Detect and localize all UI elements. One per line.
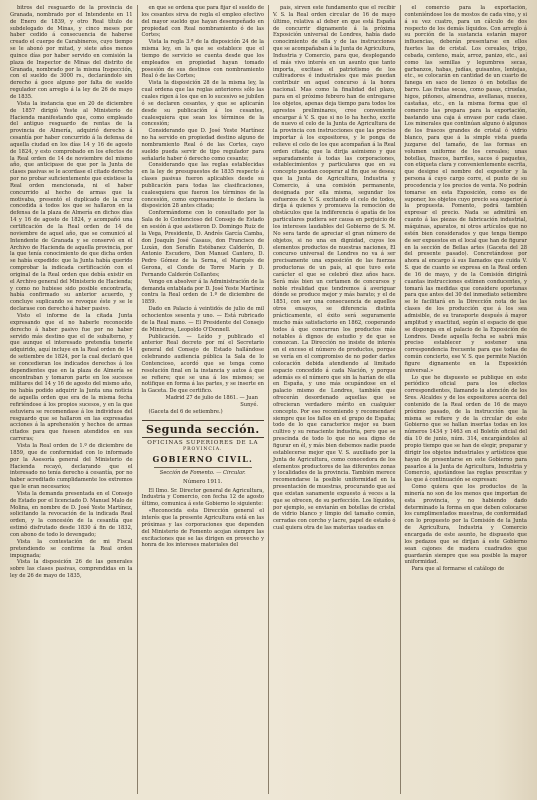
paragraph: Publicación. — Leído y publicado el anterior Real decreto por mí el Secretario general del Consejo de Estado hallándose celebrando audiencia pública la Sala de lo Contencioso, acordó que se tenga como resolución final en la instancia y autos á que se refiere; que se una á los mismos; se notifique en forma á las partes, y se inserte en la Gaceta. De que certifico. xyxy=(141,333,264,395)
paragraph: en que se ordena que para fijar el sueldo de los cesantes sirva de regla el empleo efectivo del mayor sueldo que hayan desempeñado en propiedad con Real nombramiento ó de las Cortes; xyxy=(141,5,264,39)
paragraph: bitros del resguardo de la provincia de Granada, nombrado por el Intendente en 11 de Enero de 1839, y otro Real título de subdelegado de Minas, y cinco meses por haber cedido á consecuencia de haberse creado el cuerpo de Carabineros, cuyo tiempo se le abonó por mitad, y siete años menos quince días por haber servido en comisión la plaza de Inspector de Minas del distrito de Granada, nombrado por la misma Inspección, con el sueldo de 3000 rs., declarándolo sin derecho á goce alguno por falta de sueldo regulador con arreglo á la ley de 26 de mayo de 1835. xyxy=(10,5,133,100)
section-subtitle: Sección de Fomento. — Circular. xyxy=(159,469,246,476)
column-2 xyxy=(137,5,269,794)
paragraph: Vengo en absolver á la Administración de la demanda entablada por D. José Yeste Martínez contra la Real orden de 1.º de diciembre de 1859. xyxy=(141,278,264,306)
text-columns xyxy=(6,5,531,794)
paragraph: el comercio para la exportación, conteniéndose los de mostos de cada vino, y si á su vez cuatro, para un cálculo de dos respecto de los demás líquidos. Con arreglo á su porción de la sustancia estarán mayor influencias, deberán presentarse en ellos fuertes las de cristal. Los cereales, trigo, cebada, centeno, maíz, arroz, panizo, etc., así como las semillas y legumbres secas, garbanzos, habas, judías, guisantes, lentejas, etc., se colocarán en cantidad de un cuarto de fanega en saco de lienzo ó en botellas de barro. Las frutas secas, como pasas, ciruelas, higos, piñones, almendras, avellanas, nueces, castañas, etc., en la misma forma que el comercio las prepara para la exportación, bastando una caja á envase por cada clase. Los minerales que continúan alguno ó algunos de los frascos grandes de cristal ó vidrio blanco, para que á la simple vista pueda juzgarse del tamaño, de las formas en volumen uniforme de los cereales; unas botellas, frascos, barriles, sacos ó paquetes, con etiqueta clara y convenientemente escrita, que designe el nombre del expositor y la persona á cuyo cargo corre, el punto de su procedencia y los precios de venta. No podrán tomarse en esta Exposición, como es de suponer, los objetos cuyo precio sea superior á la propuesta. Fomento, podrá también expresar el precio. Nada se admitirá en cuanto á las piezas de fabricación industrial, máquinas, aparatos, ni otros artículos que no estén bien considerados y que tenga tiempo de ser expuestos en el local que han de figurar en la sección de Bellas artes (Gaceta del 28 del presente pasado). Concretándose por ahora al encargo á sus llamados que cuida V. S. que de cuanto se expresa en la Real orden de 16 de mayo, y de la Comisión dirigirá cuantas instrucciones estimen conducentes, y tomará las medidas que considere oportunas para que antes del 30 del inmediato setiembre se le facilitará en la Dirección nota de las clases de los producción que á los sea admisible, de su transporte después á mayor amplitud y exactitud, según el espacio de que se disponga en el palacio de la Exposición de Londres. Desde aquella fecha se sabrá más preciso establecer y sostener una correspondencia frecuente para que todas de común concierto, ese V. S. que permite Nación figure dignamente en la Exposición universal.» xyxy=(404,5,527,374)
date-signature: Madrid 27 de julio de 1861. — Juan Sunyé. xyxy=(165,395,258,408)
paragraph: El Ilmo. Sr. Director general de Agricultura, Industria y Comercio, con fecha 12 de agosto último, comunica á este Gobierno lo siguiente: xyxy=(141,487,264,508)
government-heading: GOBIERNO CIVIL. xyxy=(152,453,254,464)
paragraph: Lo que he dispuesto se publique en este periódico oficial para los efectos correspondientes, llamando la atención de los Sres. Alcaldes y de los expositores acerca del contenido de la Real orden de 16 de mayo próximo pasado, de la instrucción que la misma se refiere y de la circular de este Gobierno que se hallan insertas todas en los números 1434 y 1463 en el Boletín oficial del día 10 de junio, núm. 314, encargándoles al propio tiempo que se han de elegir, preparar y dirigir los objetos industriales y artísticos que hayan de presentarse en este Gobierno para pasarlos á la Junta de Agricultura, Industria y Comercio, ajustándose las reglas prescritas y las que á continuación se expresan: xyxy=(404,374,527,484)
paragraph: Considerando que las reglas establecidas en la ley de presupuestos de 1835 respecto á clases pasivas fueron aplicables desde su publicación para todas las clasificaciones, cualesquiera que fueron los términos de la concesión, como expresamente lo declara la disposición 28 antes citada; xyxy=(141,162,264,210)
paragraph: Para que al formarse el catálogo de xyxy=(411,566,505,573)
paragraph: Vista la disposición 28 de la misma ley, la cual ordena que las reglas anteriores sólo las cuales rigen á los que en lo sucesivo se jubilen ó se declaren cesantes, y que se aplicarán desde su publicación á los cesantes, cualesquiera que sean los términos de la concesión; xyxy=(141,80,264,128)
column-3 xyxy=(268,5,400,794)
circular-number: Número 1911. xyxy=(183,478,223,485)
paragraph: Conformándome con lo consultado por la Sala de lo Contencioso del Consejo de Estado en sesión á que asistieron D. Domingo Ruiz de la Vega, Presidente, D. Andrés García Camba, don Joaquín José Casaus, don Francisco de Luxán, don Serafín Estébanez Calderón, D. Antonio Escudero, Don Manuel Cantero, D. Pedro Gómez de la Serna, el Marqués de Gerona, el Conde de Torre Marín y D. Fernando Calderón Collantes; xyxy=(141,210,264,278)
paragraph: Vista la contestación de mi Fiscal pretendiendo se confirme la Real orden impugnada; xyxy=(10,538,133,559)
paragraph: Vista la Real orden de 1.º de diciembre de 1859, que de conformidad con lo informado por la Asesoría general del Ministerio de Hacienda recayó, declarando que el interesado no tenía derecho á cesantía, por no haber acreditado cumplidamente los extremos que le eran necesarios; xyxy=(10,443,133,491)
paragraph: país, sirven este fundamento que el recibir V. S. la Real orden circular de 16 de mayo último, relativa al deber en que está España de concurrir dignamente á la próxima Exposición universal de Londres, había dado conocimiento de ella y de las instrucciones que se acompañaban á la Junta de Agricultura, Industria y Comercio, para que, desplegando el más vivo interés en un asunto que tanto importa, excitase el patriotismo de los cultivadores é industriales que más puedan contribuir en aquel concurso á la honra nacional. Mas como la finalidad del plazo, para en el próximo febrero han de entregarse los objetos, apenas deja tiempo para todos los aprestos preliminares, cree conveniente encargar á V. S. que si no lo ha hecho, excite de nuevo el celo de la Junta de Agricultura de la provincia con instrucciones que las preciso importar á los expositores, y le ponga de relieve el celo de los que acompañan á la Real orden citada; que la dirija asimismo y que separadamente á todas las corporaciones, establecimientos y particulares que en su concepto puedan cooperar al fin que se desea; que la Junta de Agricultura, Industria y Comercio, á una comisión permanente, designada por ella misma, segundar los esfuerzos de V. S. excitando el celo de todos, dirija á quienes y promueva la remoción de obstáculos que la indiferencia ó apatía de los particulares pudiera ser causa en perjuicio de los intereses laudables del Gobierno de S. M. No sera tarde de apreciar el gran número de objetos, si no una en dignidad, cuyos los elementos productos de nuestras naciones, El concurso universal de Londres no va á ser precisamente una exposición de las fuerzas productoras de un país, al que tuvo este carácter el que se celebró diez años hace. Será más bien un certamen de concursos y noble rivalidad que tendremos á averiguar dónde se produce mejor y más barato; y el de 1851, con ser una consecuencia de aquellos otros ensayos, se diferencia distinta prácticamente, el éxito será seguramente mucho más satisfactorio en 1862, cooperando todos á que concurran los productos más notables á dignos de estudio y de que se conozcan. La Dirección no insiste de interés en el exceso el número de productos, porque se vería en el compromiso de no poder darles colocación debida atendiendo al limitado espacio concedido á cada Nación, y porque además es el número que sin la harían de ella en España, y uno más ocupándose en el palacio mismo de Londres, también que ofrecerán desordenado aquellas que se ofrecieran verdadero mérito en cualquier concepto. Por eso recomiendo y recomendaré siempre que los fallos en el grupo de España; todo de lo que caracterice mejor su buen cultivo y su renaciente industria, pero que se prescinda de todo lo que no sea digno de figurar en él, y más bien debemos nadie puede establecerse mejor que V. S. auxiliado por la Junta de Agricultura, como conocedora de los elementos productores de las diferentes zonas y localidades de la provincia. También merece recomendarse la posible uniformidad en la presentación de muestras, procurando que así que existan sanamente expuesto á veces a la que se ofrecen, de su perfección. Los líquidos, por ejemplo, se enviarán en botellas de cristal de vidrio blanco y limpio del tamaño común, cerradas con corcho y lacre, papel de estaño ó cual quiera otra de las materias usadas en xyxy=(273,5,396,532)
paragraph: Vista la disposición 26 de las generales sobre las clases pasivas, comprendidas en la ley de 26 de mayo de 1835, xyxy=(10,559,133,580)
column-4 xyxy=(400,5,532,794)
divider xyxy=(154,467,253,468)
office-subheading: PROVINCIA. xyxy=(183,446,223,452)
source-note: (Gaceta del 6 de setiembre.) xyxy=(148,408,223,415)
paragraph: Visto el informe de la citada Junta expresando que el no haberle reconocido derecho á haber pasivo fue por no haber servido más destino que el de subalterno, y que aunque el interesado pretendía tenerle adquirido, aquí incluye en la Real orden de 14 de setiembre de 1824, por la cual declaró que se concedieran los indicados derechos á los dependientes que en la plaza de Almería se encontraban y tomaron parte en los sucesos militares del 14 y 16 de agosto del mismo año, no había podido adquirir la Junta una noticia de aquella orden que era de la misma fecha refiriéndose á los propios sucesos, y en la que estuviera se recomendase á los individuos del resguardo que se hallaron en las expresadas acciones á la aprehensión y hechos de armas citados para que fuesen atendidos en sus carreras; xyxy=(10,312,133,443)
paragraph: Vista la instancia que en 20 de diciembre de 1857 dirigió Yeste al Ministerio de Hacienda manifestando que, como empleado del antiguo resguardo de rentas de la provincia de Almería, adquirió derecho á cesantía por haber concurrido á la defensa de aquella ciudad en los días 14 y 16 de agosto de 1824, y esto comprobado en los efectos de la Real orden de 14 de noviembre del mismo año, que anticipase de que por la Junta de clases pasivas se le acordase el citado derecho por no probar suficientemente que existiese la Real orden mencionada, ni el haber concurrido al hecho de armas que la motivaba, presentó el duplicado de la cruz concedida á todos los que se hallaron en la defensa de la plaza de Almería en dichos días 14 y 16 de agosto de 1824, y acompañó una certificación de la Real orden de 14 de noviembre de aquel año, que se comunicó al Intendente de Granada y se conservó en el Archivo de Hacienda de aquella provincia, por la que tenía conocimiento de que dicha orden se había expedido: que la Junta había querido comprobar la indicada certificación con el original de la Real orden que debía existir en el Archivo general del Ministerio de Hacienda; y como no hubiese sido posible encontrarla, había confirmado su anterior acuerdo, y concluye suplicando se revoque éste y se le declarase con derecho á haber pasivo. xyxy=(10,100,133,313)
column-1 xyxy=(6,5,137,794)
paragraph: Considerando que D. José Yeste Martínez no ha servido en propiedad destino alguno de nombramiento Real ó de las Cortes, cayo sueldo pueda servir de tipo regulador para señalarle haber ó derecho como cesante; xyxy=(141,128,264,162)
paragraph: «Reconocida esta Dirección general el interés que la presente Agricultura está en las próximas y las corporaciones que dependen del Ministerio de Fomento acojan siempre las excitaciones que se las dirigen en provecho y honra de los intereses materiales del xyxy=(141,508,264,549)
paragraph: Como quiera que los productos de la minería no son de los menos que importan de esta provincia, y no habiendo dado determinado la forma en que deben colocarse los cumplimentados muestras, de conformidad con lo propuesto por la Comisión de la Junta de Agricultura, Industria y Comercio encargada de este asunto, he dispuesto que los pedazos que se dirijan á este Gobierno sean cajones de madera cuadrados que guardarán siempre que sea posible la mayor uniformidad. xyxy=(404,484,527,566)
paragraph: Dado en Palacio á veintidós de julio de mil ochocientos sesenta y uno. — Está rubricado de la Real mano. — El Presidente del Consejo de Ministros, Leopoldo O'Donnell. xyxy=(141,306,264,333)
office-heading: OFICINAS SUPERIORES DE LA xyxy=(147,439,259,446)
paragraph: Vista la demanda presentada en el Consejo de Estado por el licenciado D. Manuel Malo de Molina, en nombre de D. José Yeste Martínez, solicitando la revocación de la indicada Real orden, y la concesión de la cesantía que estimó disfrutado desde 1830 á fin de 1832, con abono de todo lo devengado; xyxy=(10,490,133,538)
section-heading: Segunda sección. xyxy=(142,420,265,438)
paragraph: Vista la regla 3.ª de la disposición 24 de la misma ley, en la que se establece que el tiempo de servicio se cuenta desde que los empleados en propiedad hayan tomado posesión de sus destinos con nombramiento Real ó de las Cortes; xyxy=(141,39,264,80)
